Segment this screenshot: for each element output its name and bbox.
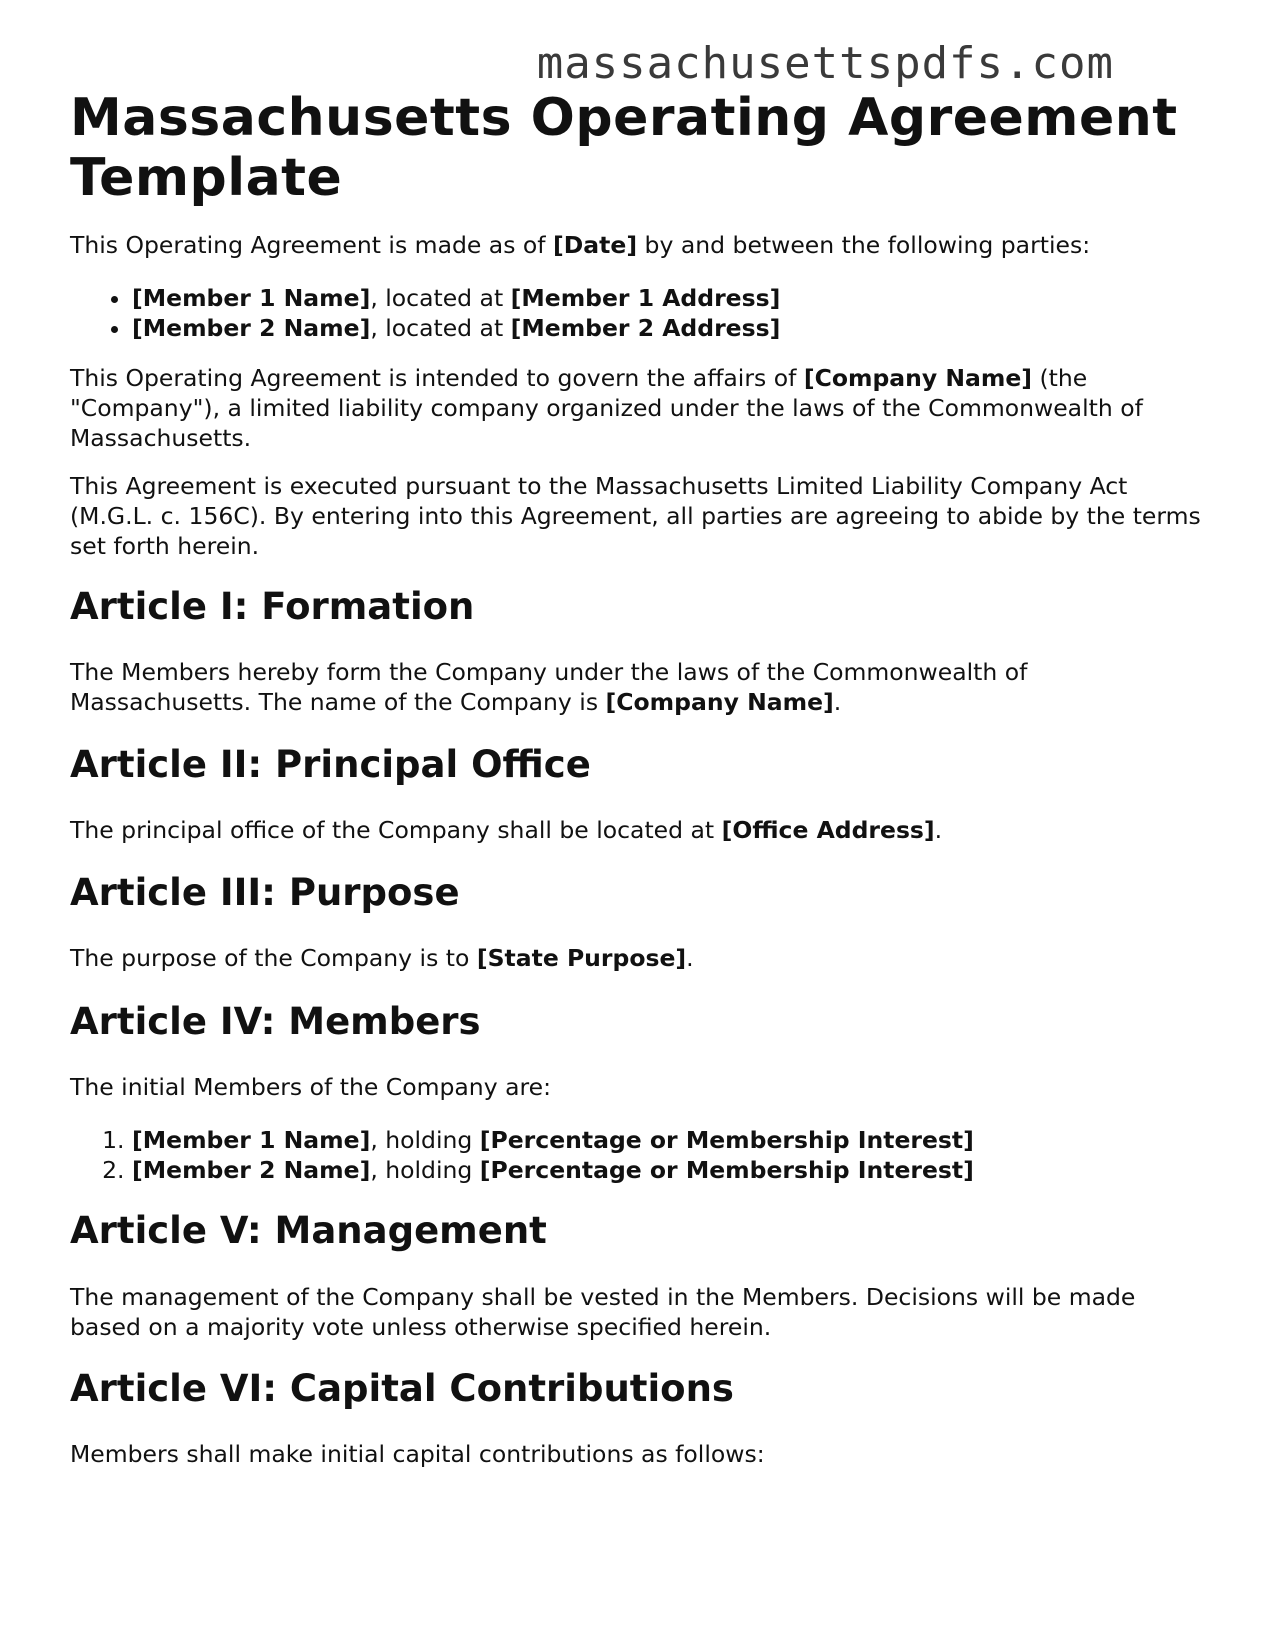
article-6-text: Members shall make initial capital contributions as follows: — [70, 1440, 765, 1468]
list-item: • [Member 2 Name], located at [Member 2 Address] — [132, 313, 1210, 343]
list-item: 1. [Member 1 Name], holding [Percentage or Membership Interest] — [132, 1125, 1210, 1155]
pursuant-paragraph: This Agreement is executed pursuant to the Massachusetts Limited Liability Company Act (M.G.L. c. 156C). By entering into this Agreement, all parties are agreeing to abide by the terms set forth herein. — [70, 472, 1201, 560]
article-3-heading: Article III: Purpose — [70, 871, 460, 914]
document-title: Massachusetts Operating Agreement Template — [70, 88, 1178, 208]
article-2-text: The principal office of the Company shall be located at [Office Address]. — [70, 816, 943, 844]
article-4-heading: Article IV: Members — [70, 1000, 481, 1043]
article-2-heading: Article II: Principal Office — [70, 743, 591, 786]
article-3-text: The purpose of the Company is to [State Purpose]. — [70, 944, 694, 972]
intro-paragraph: This Operating Agreement is made as of [Date] by and between the following parties: — [70, 231, 1091, 259]
govern-paragraph: This Operating Agreement is intended to govern the affairs of [Company Name] (the "Company"), a limited liability company organized under the laws of the Commonwealth of Massachusetts. — [70, 364, 1143, 452]
list-item: 2. [Member 2 Name], holding [Percentage or Membership Interest] — [132, 1155, 1210, 1185]
site-watermark: massachusettspdfs.com — [536, 38, 1114, 89]
company-name-placeholder: [Company Name] — [803, 364, 1033, 392]
parties-list — [70, 283, 1210, 343]
date-placeholder: [Date] — [553, 231, 638, 259]
article-1-text: The Members hereby form the Company under the laws of the Commonwealth of Massachusetts. The name of the Company is [Company Name]. — [70, 658, 1028, 716]
article-5-text: The management of the Company shall be vested in the Members. Decisions will be made based on a majority vote unless otherwise specified herein. — [70, 1283, 1136, 1341]
article-5-heading: Article V: Management — [70, 1209, 547, 1252]
article-1-heading: Article I: Formation — [70, 585, 475, 628]
list-item: • [Member 1 Name], located at [Member 1 Address] — [132, 283, 1210, 313]
article-6-heading: Article VI: Capital Contributions — [70, 1367, 734, 1410]
members-list — [70, 1125, 1210, 1185]
article-4-intro: The initial Members of the Company are: — [70, 1073, 551, 1101]
